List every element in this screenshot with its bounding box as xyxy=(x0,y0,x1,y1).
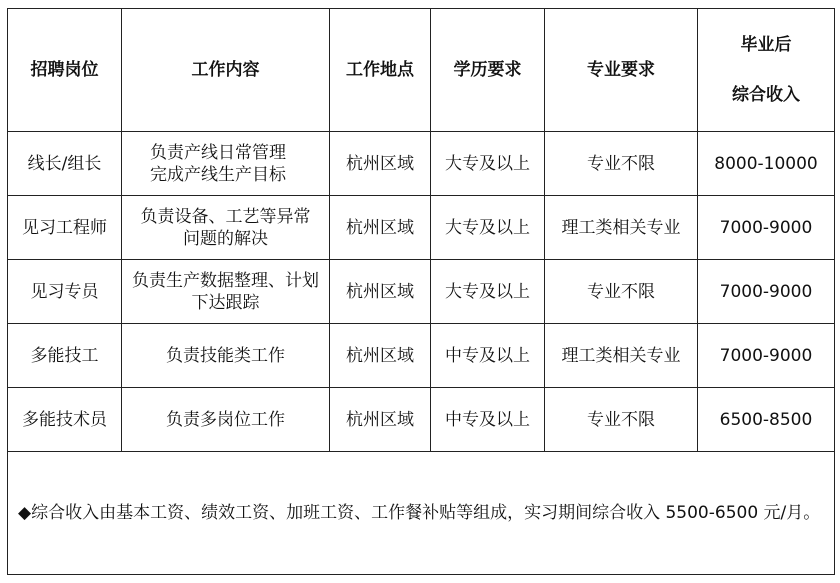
table-row xyxy=(8,324,835,388)
cell-content-line2: 问题的解决 xyxy=(183,228,268,249)
cell-content-line2: 完成产线生产目标 xyxy=(150,164,286,185)
cell-position: 多能技术员 xyxy=(8,388,122,452)
cell-education: 中专及以上 xyxy=(431,388,545,452)
note-text: ◆综合收入由基本工资、绩效工资、加班工资、工作餐补贴等组成，实习期间综合收入 5500-6500 元/月。 xyxy=(8,452,835,575)
cell-position: 多能技工 xyxy=(8,324,122,388)
cell-income: 6500-8500 xyxy=(698,388,835,452)
table-row xyxy=(8,260,835,324)
cell-position: 见习专员 xyxy=(8,260,122,324)
header-income-line2: 综合收入 xyxy=(732,85,800,105)
recruitment-table xyxy=(7,8,835,575)
header-income xyxy=(698,9,835,132)
header-content: 工作内容 xyxy=(122,9,330,132)
cell-income: 8000-10000 xyxy=(698,132,835,196)
cell-income: 7000-9000 xyxy=(698,324,835,388)
cell-major: 理工类相关专业 xyxy=(545,196,698,260)
cell-education: 大专及以上 xyxy=(431,132,545,196)
cell-location: 杭州区域 xyxy=(330,132,431,196)
cell-location: 杭州区域 xyxy=(330,196,431,260)
cell-content-line1: 负责设备、工艺等异常 xyxy=(140,206,311,227)
cell-content xyxy=(122,132,330,196)
header-location: 工作地点 xyxy=(330,9,431,132)
cell-education: 中专及以上 xyxy=(431,324,545,388)
cell-content: 负责多岗位工作 xyxy=(122,388,330,452)
header-education: 学历要求 xyxy=(431,9,545,132)
cell-location: 杭州区域 xyxy=(330,260,431,324)
cell-location: 杭州区域 xyxy=(330,324,431,388)
cell-education: 大专及以上 xyxy=(431,196,545,260)
cell-content-line2: 下达跟踪 xyxy=(191,292,260,313)
cell-major: 专业不限 xyxy=(545,132,698,196)
cell-income: 7000-9000 xyxy=(698,260,835,324)
cell-location: 杭州区域 xyxy=(330,388,431,452)
table-row xyxy=(8,132,835,196)
cell-position: 见习工程师 xyxy=(8,196,122,260)
table-row xyxy=(8,196,835,260)
cell-major: 理工类相关专业 xyxy=(545,324,698,388)
cell-income: 7000-9000 xyxy=(698,196,835,260)
cell-content: 负责技能类工作 xyxy=(122,324,330,388)
cell-content-line1: 负责生产数据整理、计划 xyxy=(132,270,319,291)
cell-major: 专业不限 xyxy=(545,388,698,452)
header-income-line1: 毕业后 xyxy=(740,35,792,55)
cell-content-line1: 负责产线日常管理 xyxy=(150,142,286,163)
note-row xyxy=(8,452,835,575)
table-row xyxy=(8,388,835,452)
header-position: 招聘岗位 xyxy=(8,9,122,132)
table-header-row xyxy=(8,9,835,132)
header-major: 专业要求 xyxy=(545,9,698,132)
cell-position: 线长/组长 xyxy=(8,132,122,196)
cell-content xyxy=(122,260,330,324)
cell-major: 专业不限 xyxy=(545,260,698,324)
cell-education: 大专及以上 xyxy=(431,260,545,324)
cell-content xyxy=(122,196,330,260)
